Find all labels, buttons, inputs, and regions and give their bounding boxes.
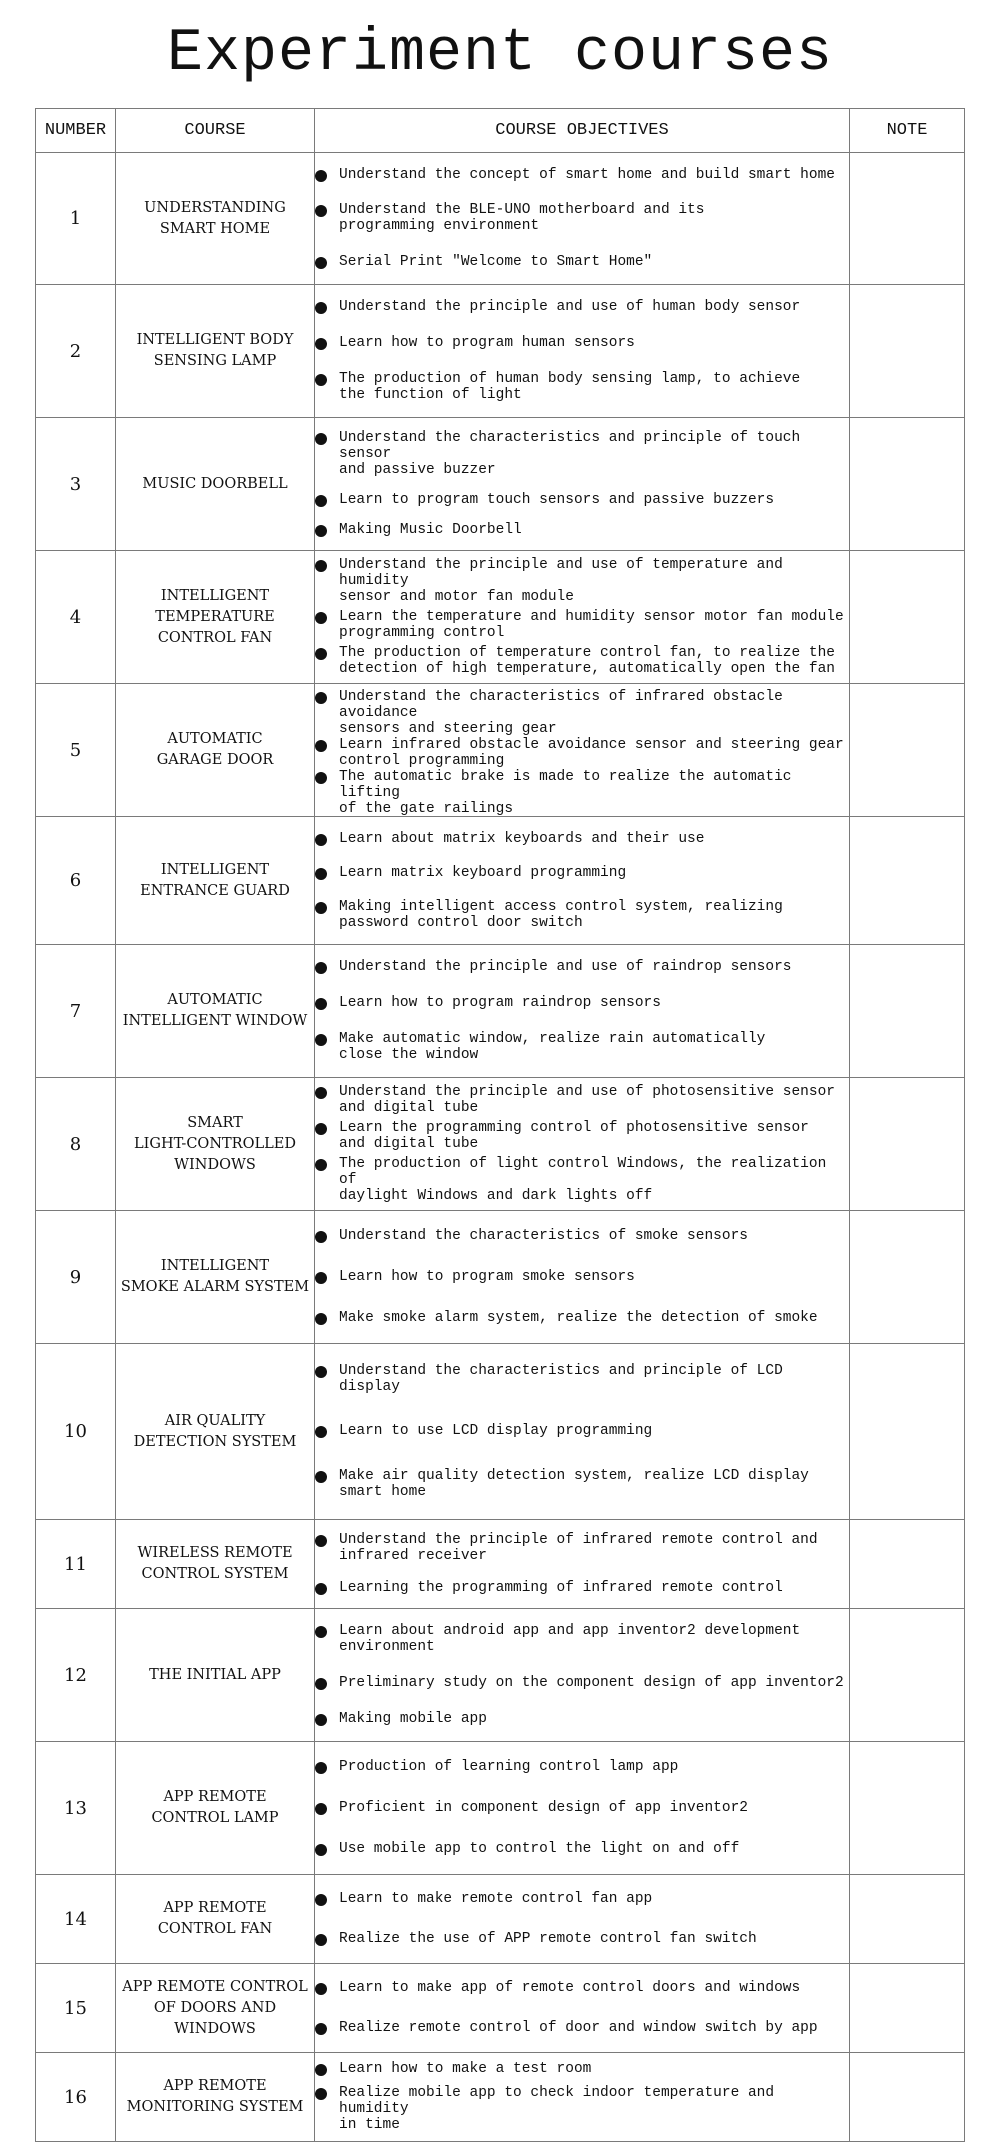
objective-text: Learn to make remote control fan app (339, 1891, 653, 1908)
bullet-icon (315, 302, 327, 314)
bullet-icon (315, 1123, 327, 1135)
objective-item (315, 689, 849, 737)
objective-item (315, 492, 849, 508)
course-objectives (315, 1211, 850, 1344)
course-name-line: MUSIC DOORBELL (142, 475, 288, 492)
objective-text: Learn the temperature and humidity sensor motor fan module programming control (339, 608, 844, 641)
course-objectives (315, 1078, 850, 1211)
objective-list (315, 556, 849, 679)
objective-item (315, 430, 849, 478)
bullet-icon (315, 1803, 327, 1815)
objective-item (315, 1980, 849, 1996)
course-name (116, 153, 315, 285)
course-name-line: CONTROL SYSTEM (141, 1566, 289, 1582)
objective-item (315, 1675, 849, 1691)
objective-item (315, 1156, 849, 1204)
course-objectives (315, 2053, 850, 2142)
objective-text: Use mobile app to control the light on and off (339, 1841, 740, 1857)
course-number: 12 (36, 1609, 116, 1742)
table-row (36, 1211, 965, 1344)
course-name (116, 1875, 315, 1964)
course-objectives (315, 1875, 850, 1964)
course-note (850, 1609, 965, 1742)
course-note (850, 551, 965, 684)
course-note (850, 684, 965, 817)
course-name-line: AUTOMATIC (167, 731, 263, 747)
objective-text: Learn the programming control of photosensitive sensor and digital tube (339, 1119, 809, 1152)
objective-item (315, 1031, 849, 1063)
course-name-line: DETECTION SYSTEM (133, 1433, 297, 1450)
course-number: 14 (36, 1875, 116, 1964)
objective-text: Proficient in component design of app inventor2 (339, 1800, 748, 1816)
course-name-line: CONTROL FAN (157, 629, 273, 646)
course-name (116, 945, 315, 1078)
objective-item (315, 1228, 849, 1244)
bullet-icon (315, 1366, 327, 1378)
bullet-icon (315, 1934, 327, 1946)
course-note (850, 945, 965, 1078)
bullet-icon (315, 1678, 327, 1690)
table-row (36, 1344, 965, 1520)
course-name-line: MONITORING SYSTEM (126, 2099, 304, 2115)
course-number: 6 (36, 817, 116, 945)
objective-item (315, 557, 849, 605)
objective-text: Learn how to make a test room (339, 2061, 592, 2078)
objective-item (315, 1120, 849, 1152)
table-row (36, 1520, 965, 1609)
bullet-icon (315, 205, 327, 217)
table-row (36, 817, 965, 945)
bullet-icon (315, 495, 327, 507)
objective-item (315, 202, 849, 234)
objective-text: Making intelligent access control system, realizing password control door switch (339, 898, 783, 931)
bullet-icon (315, 1313, 327, 1325)
objective-text: Making Music Doorbell (339, 522, 522, 539)
course-rows (36, 153, 965, 2142)
objective-text: Learn to make app of remote control doors and windows (339, 1980, 801, 1997)
bullet-icon (315, 374, 327, 386)
course-name-line: APP REMOTE CONTROL (122, 1978, 308, 1995)
course-name-line: SENSING LAMP (153, 353, 277, 369)
course-note (850, 1344, 965, 1520)
header-row (36, 109, 965, 153)
course-name-line: INTELLIGENT WINDOW (122, 1013, 308, 1029)
objective-list (315, 1216, 849, 1339)
bullet-icon (315, 612, 327, 624)
bullet-icon (315, 560, 327, 572)
course-objectives (315, 684, 850, 817)
bullet-icon (315, 1762, 327, 1774)
course-objectives (315, 1520, 850, 1609)
objective-list (315, 1880, 849, 1959)
course-name-line: AUTOMATIC (167, 992, 263, 1008)
bullet-icon (315, 433, 327, 445)
objective-item (315, 1269, 849, 1285)
course-name-line: OF DOORS AND WINDOWS (153, 1999, 277, 2037)
objective-list (315, 1969, 849, 2048)
objective-item (315, 299, 849, 315)
course-number: 9 (36, 1211, 116, 1344)
bullet-icon (315, 648, 327, 660)
table-row (36, 551, 965, 684)
objective-text: Learn infrared obstacle avoidance sensor and steering gear control programming (339, 736, 844, 769)
course-name (116, 817, 315, 945)
page-title: Experiment courses (166, 20, 834, 88)
objective-list (315, 1349, 849, 1515)
course-name-line: INTELLIGENT (160, 861, 270, 878)
objective-text: Make smoke alarm system, realize the detection of smoke (339, 1310, 818, 1326)
objective-text: The production of temperature control fan, to realize the detection of high temperature, automatically open the fan (339, 644, 835, 677)
objective-text: Make automatic window, realize rain automatically close the window (339, 1030, 766, 1063)
bullet-icon (315, 1426, 327, 1438)
objective-item (315, 995, 849, 1011)
course-objectives (315, 1742, 850, 1875)
course-objectives (315, 1344, 850, 1520)
objective-text: Learning the programming of infrared remote control (339, 1579, 783, 1596)
objective-text: Learn how to program smoke sensors (339, 1269, 635, 1285)
bullet-icon (315, 868, 327, 880)
objective-item (315, 865, 849, 881)
objective-item (315, 167, 849, 183)
bullet-icon (315, 772, 327, 784)
table-row (36, 945, 965, 1078)
bullet-icon (315, 740, 327, 752)
course-name (116, 1078, 315, 1211)
bullet-icon (315, 1087, 327, 1099)
bullet-icon (315, 962, 327, 974)
course-note (850, 1875, 965, 1964)
course-number: 8 (36, 1078, 116, 1211)
objective-text: Understand the characteristics of infrared obstacle avoidance sensors and steering gear (339, 688, 783, 737)
objective-item (315, 2061, 849, 2077)
bullet-icon (315, 902, 327, 914)
objective-item (315, 1423, 849, 1439)
objective-text: Learn to use LCD display programming (339, 1423, 653, 1440)
objective-text: Understand the characteristics and principle of LCD display (339, 1362, 783, 1395)
course-objectives (315, 1609, 850, 1742)
course-number: 3 (36, 418, 116, 551)
objective-item (315, 831, 849, 847)
objective-item (315, 609, 849, 641)
table-row (36, 1742, 965, 1875)
objective-list (315, 688, 849, 817)
courses-table (35, 108, 965, 2142)
course-name-line: APP REMOTE (163, 1789, 267, 1805)
course-number: 11 (36, 1520, 116, 1609)
course-name-line: APP REMOTE (163, 2078, 267, 2094)
objective-item (315, 1759, 849, 1775)
objective-text: Understand the BLE-UNO motherboard and its programming environment (339, 202, 705, 235)
course-name-line: SMART (187, 1114, 243, 1131)
objective-list (315, 1525, 849, 1604)
bullet-icon (315, 2064, 327, 2076)
objective-item (315, 1800, 849, 1816)
course-objectives (315, 418, 850, 551)
course-name-line: INTELLIGENT BODY (136, 332, 294, 348)
course-name (116, 1609, 315, 1742)
course-name (116, 684, 315, 817)
course-number: 5 (36, 684, 116, 817)
objective-text: Understand the characteristics and principle of touch sensor and passive buzzer (339, 429, 801, 478)
course-name (116, 1520, 315, 1609)
objective-item (315, 1084, 849, 1116)
objective-list (315, 158, 849, 280)
bullet-icon (315, 998, 327, 1010)
bullet-icon (315, 1983, 327, 1995)
objective-text: Understand the principle and use of photosensitive sensor and digital tube (339, 1084, 835, 1117)
objective-item (315, 1891, 849, 1907)
bullet-icon (315, 1471, 327, 1483)
course-name-line: SMOKE ALARM SYSTEM (120, 1279, 310, 1295)
course-note (850, 2053, 965, 2142)
course-note (850, 1964, 965, 2053)
objective-text: Make air quality detection system, realize LCD display smart home (339, 1468, 809, 1501)
objective-text: Production of learning control lamp app (339, 1759, 679, 1775)
course-name-line: THE INITIAL APP (149, 1666, 281, 1683)
objective-item (315, 737, 849, 769)
bullet-icon (315, 1535, 327, 1547)
course-name (116, 551, 315, 684)
course-objectives (315, 817, 850, 945)
objective-list (315, 290, 849, 413)
objective-text: The production of human body sensing lamp, to achieve the function of light (339, 370, 801, 403)
bullet-icon (315, 2023, 327, 2035)
course-number: 4 (36, 551, 116, 684)
course-name-line: AIR QUALITY (164, 1412, 266, 1429)
header-note: NOTE (850, 109, 965, 153)
course-note (850, 418, 965, 551)
table-row (36, 1609, 965, 1742)
course-objectives (315, 1964, 850, 2053)
objective-list (315, 1747, 849, 1870)
bullet-icon (315, 338, 327, 350)
objective-text: Understand the principle and use of temperature and humidity sensor and motor fan module (339, 557, 783, 606)
objective-text: Understand the characteristics of smoke sensors (339, 1228, 748, 1244)
bullet-icon (315, 834, 327, 846)
objective-list (315, 2058, 849, 2137)
course-name (116, 2053, 315, 2142)
objective-text: Making mobile app (339, 1710, 487, 1727)
course-number: 2 (36, 285, 116, 418)
objective-item (315, 1363, 849, 1395)
course-name-line: WINDOWS (174, 1156, 256, 1173)
bullet-icon (315, 2088, 327, 2100)
course-name (116, 285, 315, 418)
course-name-line: APP REMOTE (163, 1900, 267, 1916)
course-name (116, 1964, 315, 2053)
objective-text: Learn to program touch sensors and passive buzzers (339, 491, 775, 508)
course-objectives (315, 945, 850, 1078)
bullet-icon (315, 170, 327, 182)
course-name-line: ENTRANCE GUARD (140, 882, 290, 899)
course-number: 16 (36, 2053, 116, 2142)
course-note (850, 285, 965, 418)
table-row (36, 684, 965, 817)
course-name-line: SMART HOME (159, 220, 271, 237)
course-name-line: LIGHT-CONTROLLED (134, 1135, 296, 1152)
objective-text: Understand the concept of smart home and build smart home (339, 167, 835, 184)
course-name-line: INTELLIGENT (160, 587, 270, 604)
bullet-icon (315, 525, 327, 537)
course-number: 10 (36, 1344, 116, 1520)
objective-text: The production of light control Windows, the realization of daylight Windows and dark lights off (339, 1155, 827, 1204)
course-note (850, 1078, 965, 1211)
course-name (116, 1211, 315, 1344)
bullet-icon (315, 692, 327, 704)
course-name-line: WIRELESS REMOTE (137, 1545, 293, 1561)
course-number: 15 (36, 1964, 116, 2053)
table-row (36, 2053, 965, 2142)
objective-text: The automatic brake is made to realize the automatic lifting of the gate railings (339, 768, 792, 817)
course-note (850, 153, 965, 285)
bullet-icon (315, 1034, 327, 1046)
bullet-icon (315, 1844, 327, 1856)
objective-text: Learn about matrix keyboards and their use (339, 830, 705, 847)
course-number: 7 (36, 945, 116, 1078)
table-row (36, 418, 965, 551)
table-row (36, 285, 965, 418)
objective-list (315, 423, 849, 546)
objective-list (315, 1083, 849, 1206)
course-note (850, 817, 965, 945)
objective-item (315, 522, 849, 538)
objective-item (315, 1841, 849, 1857)
objective-text: Preliminary study on the component design of app inventor2 (339, 1674, 844, 1691)
objective-item (315, 1931, 849, 1947)
course-note (850, 1742, 965, 1875)
objective-list (315, 822, 849, 940)
course-name-line: CONTROL FAN (157, 1921, 273, 1937)
bullet-icon (315, 1272, 327, 1284)
course-number: 13 (36, 1742, 116, 1875)
objective-item (315, 1623, 849, 1655)
bullet-icon (315, 1894, 327, 1906)
objective-item (315, 959, 849, 975)
bullet-icon (315, 1714, 327, 1726)
objective-text: Learn matrix keyboard programming (339, 864, 627, 881)
objective-text: Understand the principle and use of human body sensor (339, 299, 801, 316)
objective-item (315, 645, 849, 677)
header-objectives: COURSE OBJECTIVES (315, 109, 850, 153)
objective-item (315, 899, 849, 931)
bullet-icon (315, 1231, 327, 1243)
course-name-line: GARAGE DOOR (156, 752, 274, 768)
table-row (36, 153, 965, 285)
course-objectives (315, 285, 850, 418)
course-name (116, 1344, 315, 1520)
objective-item (315, 254, 849, 270)
course-name-line: TEMPERATURE (155, 608, 275, 625)
objective-item (315, 335, 849, 351)
table-row (36, 1964, 965, 2053)
objective-text: Understand the principle and use of raindrop sensors (339, 959, 792, 976)
objective-text: Understand the principle of infrared remote control and infrared receiver (339, 1532, 818, 1565)
objective-text: Learn how to program human sensors (339, 334, 635, 351)
objective-text: Realize mobile app to check indoor temperature and humidity in time (339, 2084, 775, 2133)
objective-text: Realize remote control of door and window switch by app (339, 2019, 818, 2036)
course-note (850, 1520, 965, 1609)
objective-list (315, 1614, 849, 1737)
course-name (116, 1742, 315, 1875)
objective-item (315, 1310, 849, 1326)
course-objectives (315, 153, 850, 285)
bullet-icon (315, 1626, 327, 1638)
course-name (116, 418, 315, 551)
objective-item (315, 2085, 849, 2133)
header-number: NUMBER (36, 109, 116, 153)
objective-text: Learn about android app and app inventor2 development environment (339, 1623, 801, 1656)
objective-item (315, 1580, 849, 1596)
objective-item (315, 769, 849, 817)
table-row (36, 1875, 965, 1964)
table-row (36, 1078, 965, 1211)
course-note (850, 1211, 965, 1344)
header-course: COURSE (116, 109, 315, 153)
course-name-line: CONTROL LAMP (151, 1810, 279, 1826)
bullet-icon (315, 1159, 327, 1171)
objective-item (315, 1532, 849, 1564)
course-name-line: INTELLIGENT (160, 1258, 270, 1274)
objective-text: Realize the use of APP remote control fan switch (339, 1930, 757, 1947)
course-number: 1 (36, 153, 116, 285)
objective-item (315, 1711, 849, 1727)
course-objectives (315, 551, 850, 684)
objective-item (315, 1468, 849, 1500)
objective-list (315, 950, 849, 1073)
objective-item (315, 371, 849, 403)
objective-item (315, 2020, 849, 2036)
course-name-line: UNDERSTANDING (144, 199, 286, 216)
bullet-icon (315, 257, 327, 269)
objective-text: Learn how to program raindrop sensors (339, 994, 661, 1011)
objective-text: Serial Print "Welcome to Smart Home" (339, 253, 653, 270)
bullet-icon (315, 1583, 327, 1595)
